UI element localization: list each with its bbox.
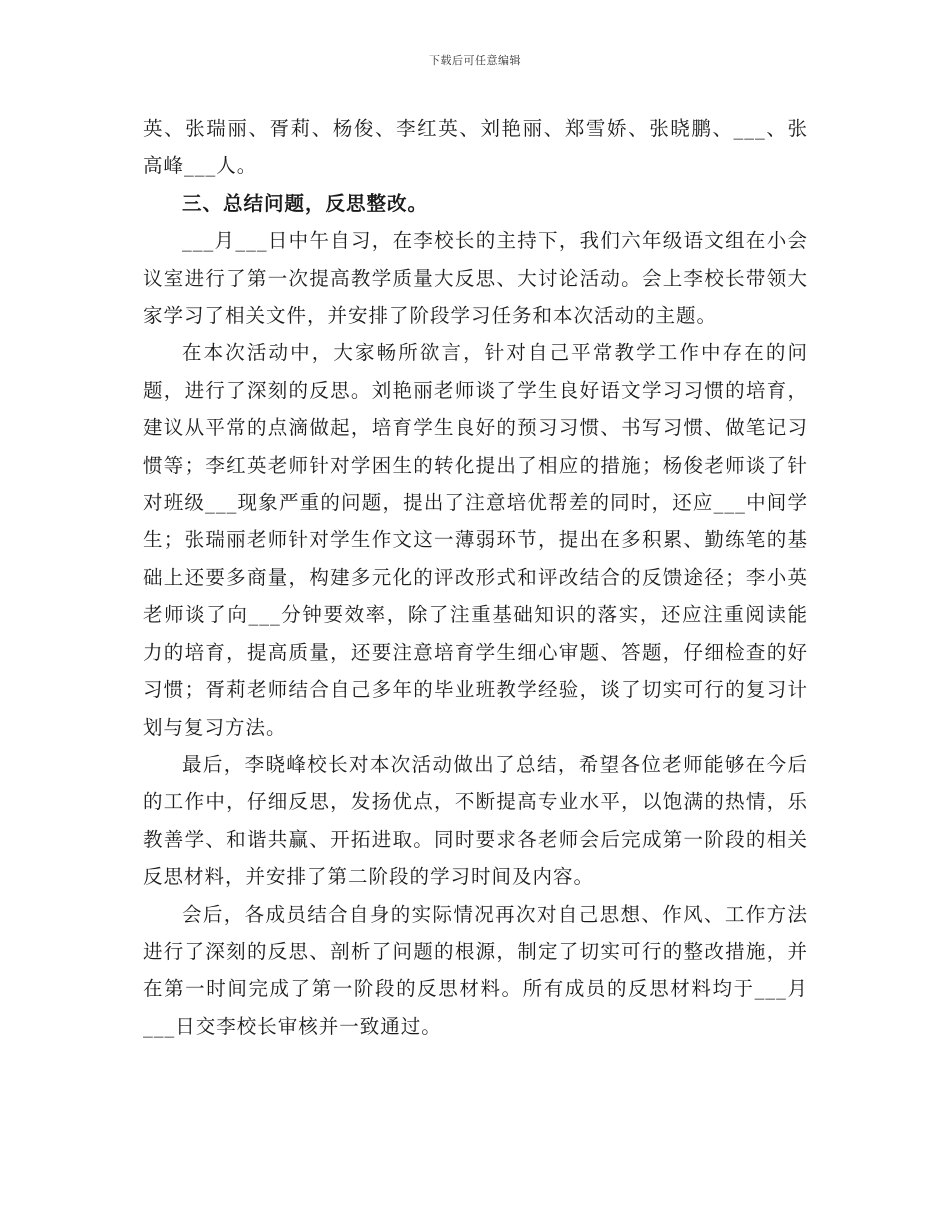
paragraph-reflections: 在本次活动中，大家畅所欲言，针对自己平常教学工作中存在的问题，进行了深刻的反思。刘艳丽老师谈了学生良好语文学习习惯的培育，建议从平常的点滴做起，培育学生良好的预习习惯、书写习惯、做笔记习惯等；李红英老师针对学困生的转化提出了相应的措施；杨俊老师谈了针对班级___现象严重的问题，提出了注意培优帮差的同时，还应___中间学生；张瑞丽老师针对学生作文这一薄弱环节，提出在多积累、勤练笔的基础上还要多商量，构建多元化的评改形式和评改结合的反馈途径；李小英老师谈了向___分钟要效率，除了注重基础知识的落实，还应注重阅读能力的培育，提高质量，还要注意培育学生细心审题、答题，仔细检查的好习惯；胥莉老师结合自己多年的毕业班教学经验，谈了切实可行的复习计划与复习方法。	[143, 341, 808, 739]
page-header: 下载后可任意编辑	[429, 54, 521, 67]
document-body	[143, 110, 808, 1045]
paragraph-follow-up: 会后，各成员结合自身的实际情况再次对自己思想、作风、工作方法进行了深刻的反思、剖析了问题的根源，制定了切实可行的整改措施，并在第一时间完成了第一阶段的反思材料。所有成员的反思材料均于___月___日交李校长审核并一致通过。	[143, 902, 808, 1038]
paragraph-continuation: 英、张瑞丽、胥莉、杨俊、李红英、刘艳丽、郑雪娇、张晓鹏、___、张高峰___人。	[143, 117, 808, 178]
paragraph-summary: 最后，李晓峰校长对本次活动做出了总结，希望各位老师能够在今后的工作中，仔细反思，发扬优点，不断提高专业水平，以饱满的热情，乐教善学、和谐共赢、开拓进取。同时要求各老师会后完成第一阶段的相关反思材料，并安排了第二阶段的学习时间及内容。	[143, 752, 808, 889]
paragraph-meeting-intro: ___月___日中午自习，在李校长的主持下，我们六年级语文组在小会议室进行了第一次提高教学质量大反思、大讨论活动。会上李校长带领大家学习了相关文件，并安排了阶段学习任务和本次活动的主题。	[143, 229, 808, 328]
section-heading: 三、总结问题，反思整改。	[182, 191, 429, 215]
